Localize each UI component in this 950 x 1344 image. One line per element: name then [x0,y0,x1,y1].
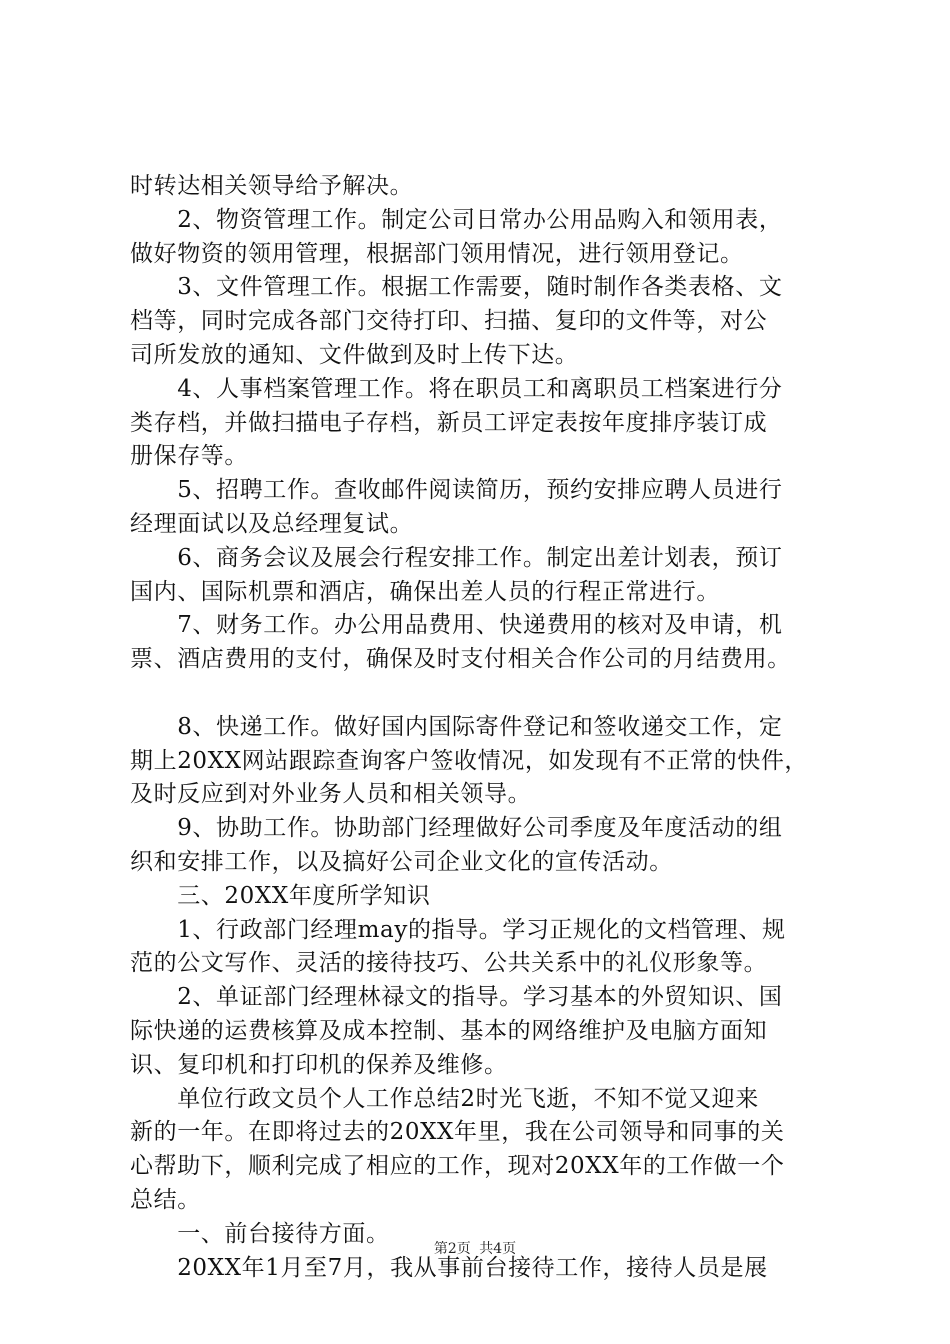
text-line: 国内、国际机票和酒店，确保出差人员的行程正常进行。 [130,578,720,605]
text-line: 1、行政部门经理may的指导。学习正规化的文档管理、规 [130,916,786,943]
text-line: 3、文件管理工作。根据工作需要，随时制作各类表格、文 [130,274,783,301]
text-line: 5、招聘工作。查收邮件阅读简历，预约安排应聘人员进行 [130,477,783,504]
text-line: 4、人事档案管理工作。将在职员工和离职员工档案进行分 [130,375,783,402]
text-line: 2、物资管理工作。制定公司日常办公用品购入和领用表， [130,206,783,233]
text-line: 总结。 [130,1186,201,1213]
text-line: 20XX年1月至7月，我从事前台接待工作，接待人员是展 [130,1254,768,1281]
text-line: 做好物资的领用管理，根据部门领用情况，进行领用登记。 [130,240,744,267]
page-footer [0,1238,950,1258]
text-line: 票、酒店费用的支付，确保及时支付相关合作公司的月结费用。 [130,646,791,673]
text-line: 经理面试以及总经理复试。 [130,510,414,537]
text-line: 7、财务工作。办公用品费用、快递费用的核对及申请，机 [130,612,783,639]
text-line: 单位行政文员个人工作总结2时光飞逝，不知不觉又迎来 [130,1085,759,1112]
text-line: 9、协助工作。协助部门经理做好公司季度及年度活动的组 [130,815,783,842]
text-line: 类存档，并做扫描电子存档，新员工评定表按年度排序装订成 [130,409,768,436]
text-line: 册保存等。 [130,443,248,470]
text-line: 识、复印机和打印机的保养及维修。 [130,1051,508,1078]
text-line: 范的公文写作、灵活的接待技巧、公共关系中的礼仪形象等。 [130,950,768,977]
page-total: 共4页 [479,1241,517,1257]
text-line: 司所发放的通知、文件做到及时上传下达。 [130,341,579,368]
document-body [130,170,850,1285]
text-line: 档等，同时完成各部门交待打印、扫描、复印的文件等，对公 [130,308,768,335]
text-line: 及时反应到对外业务人员和相关领导。 [130,781,532,808]
text-line: 期上20XX网站跟踪查询客户签收情况，如发现有不正常的快件， [130,747,809,774]
text-line: 心帮助下，顺利完成了相应的工作，现对20XX年的工作做一个 [130,1153,785,1180]
blank-line [130,677,850,711]
text-line: 6、商务会议及展会行程安排工作。制定出差计划表，预订 [130,544,783,571]
page-number: 第2页 [433,1241,471,1257]
text-line: 际快递的运费核算及成本控制、基本的网络维护及电脑方面知 [130,1017,768,1044]
text-line: 一、前台接待方面。 [130,1220,390,1247]
text-line: 时转达相关领导给予解决。 [130,173,414,199]
text-line: 新的一年。在即将过去的20XX年里，我在公司领导和同事的关 [130,1119,785,1146]
text-line: 2、单证部门经理林禄文的指导。学习基本的外贸知识、国 [130,984,783,1011]
text-line: 三、20XX年度所学知识 [130,882,431,909]
text-line: 8、快递工作。做好国内国际寄件登记和签收递交工作，定 [130,713,783,740]
text-line: 织和安排工作，以及搞好公司企业文化的宣传活动。 [130,848,673,875]
